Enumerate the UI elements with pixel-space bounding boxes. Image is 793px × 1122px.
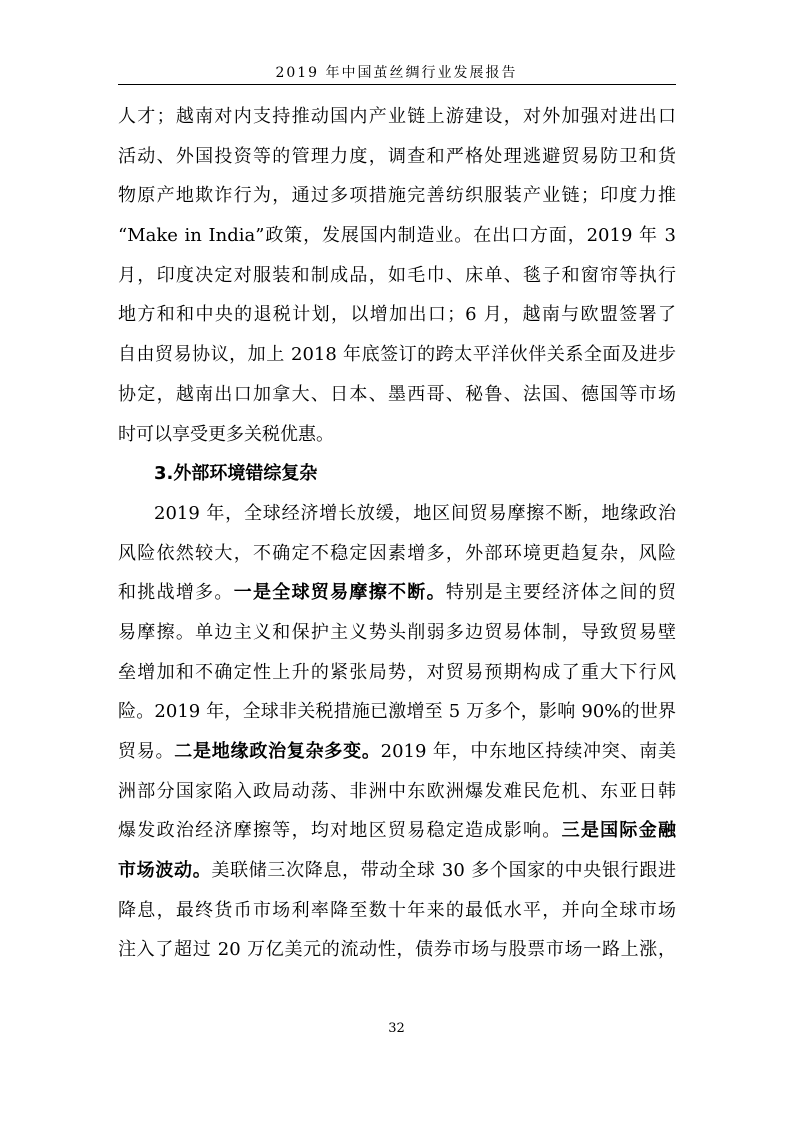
bold-point-one: 一是全球贸易摩擦不断。: [233, 582, 446, 604]
text-run: 贸易。: [118, 741, 175, 762]
text-line: 人才；越南对内支持推动国内产业链上游建设，对外加强对进出口: [118, 106, 676, 127]
section-heading: 3.外部环境错综复杂: [154, 463, 318, 485]
bold-point-three-cont: 市场波动。: [118, 860, 212, 882]
text-run: 美联储三次降息，带动全球 30 多个国家的中央银行跟进: [211, 860, 676, 882]
page-number: 32: [388, 1021, 405, 1036]
text-line: 自由贸易协议，加上 2018 年底签订的跨太平洋伙伴关系全面及进步: [118, 344, 676, 366]
text-run: 和挑战增多。: [118, 582, 234, 604]
text-line: 降息，最终货币市场利率降至数十年来的最低水平，并向全球市场: [118, 899, 676, 921]
text-run: 爆发政治经济摩擦等，均对地区贸易稳定造成影响。: [118, 820, 562, 842]
text-line: [118, 851, 676, 891]
text-line: 风险依然较大，不确定不稳定因素增多，外部环境更趋复杂，风险: [118, 542, 676, 564]
header-divider: [118, 84, 676, 85]
text-line: 物原产地欺诈行为，通过多项措施完善纺织服装产业链；印度力推: [118, 185, 676, 207]
text-run: 特别是主要经济体之间的贸: [445, 582, 677, 604]
text-line: 垒增加和不确定性上升的紧张局势，对贸易预期构成了重大下行风: [118, 661, 676, 683]
text-line: 注入了超过 20 万亿美元的流动性，债券市场与股票市场一路上涨，: [118, 939, 676, 961]
text-line: 2019 年，全球经济增长放缓，地区间贸易摩擦不断，地缘政治: [154, 502, 676, 524]
text-run: 2019 年，中东地区持续冲突、南美: [380, 741, 677, 762]
text-line: [118, 811, 676, 851]
text-line: 活动、外国投资等的管理力度，调查和严格处理逃避贸易防卫和货: [118, 145, 676, 167]
text-line: 时可以享受更多关税优惠。: [118, 423, 334, 445]
text-line: 险。2019 年，全球非关税措施已激增至 5 万多个，影响 90%的世界: [118, 701, 676, 723]
bold-point-two: 二是地缘政治复杂多变。: [174, 741, 381, 762]
text-line: 月，印度决定对服装和制成品，如毛巾、床单、毯子和窗帘等执行: [118, 264, 676, 286]
running-header: 2019 年中国茧丝绸行业发展报告: [275, 65, 518, 81]
text-line: [118, 573, 676, 613]
text-line: 洲部分国家陷入政局动荡、非洲中东欧洲爆发难民危机、东亚日韩: [118, 780, 676, 802]
text-line: 地方和和中央的退税计划，以增加出口；6 月，越南与欧盟签署了: [118, 304, 676, 326]
text-line: 协定，越南出口加拿大、日本、墨西哥、秘鲁、法国、德国等市场: [118, 383, 676, 405]
text-line: “Make in India”政策，发展国内制造业。在出口方面，2019 年 3: [118, 225, 676, 247]
text-line: [118, 732, 676, 772]
text-line: 易摩擦。单边主义和保护主义势头削弱多边贸易体制，导致贸易壁: [118, 621, 676, 643]
body-text: [118, 97, 676, 970]
bold-point-three: 三是国际金融: [561, 820, 677, 842]
